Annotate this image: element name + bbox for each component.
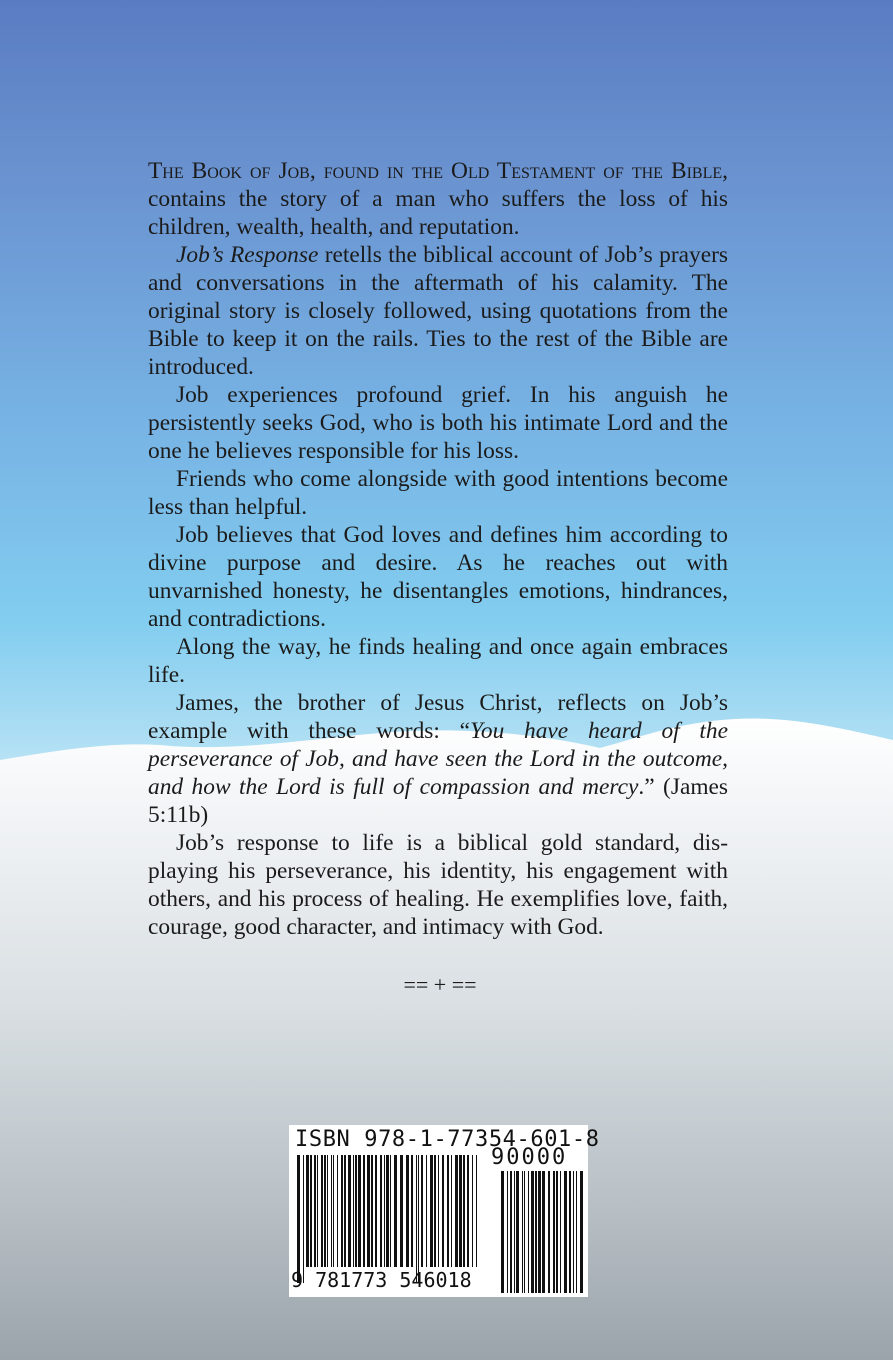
bible-quote: You have heard of the perseverance of Job, and have seen the Lord in the outcome, and how the Lord is full of compassion and mercy: [148, 718, 728, 800]
isbn-barcode: [289, 1125, 600, 1297]
paragraph-5: Job believes that God loves and defines him according to divine purpose and desire. As he reaches out with unvarnished honesty, he disentangles emotions, hindrances, and contradictions.: [148, 522, 728, 632]
barcode-bar: [556, 1171, 558, 1293]
barcode-bar: [514, 1171, 515, 1293]
barcode-bar: [573, 1171, 574, 1293]
barcode-bar: [367, 1155, 370, 1267]
barcode-bar: [438, 1155, 439, 1267]
barcode-bar: [384, 1155, 385, 1267]
barcode-bar: [337, 1155, 338, 1267]
barcode-bar: [406, 1155, 409, 1267]
barcode-bar: [363, 1155, 365, 1267]
barcode-bar: [348, 1155, 351, 1267]
barcode-bar: [386, 1155, 389, 1267]
paragraph-2-text: retells the biblical account of Job’s prayers and conversations in the aftermath of his calamity. The original story is closely followed, using quotations from the Bible to keep it on the rails. Ties to the rest of the Bible are introduced.: [148, 242, 728, 380]
barcode-bar: [390, 1155, 391, 1267]
barcode-bar: [324, 1155, 326, 1267]
barcode-bar: [297, 1155, 300, 1283]
barcode-bar: [531, 1171, 534, 1293]
barcode-bar: [341, 1155, 343, 1267]
paragraph-1-text: , contains the story of a man who suffers the loss of his children, wealth, health, and reputation.: [148, 158, 728, 240]
paragraph-7-text-before: James, the brother of Jesus Christ, reflects on Job’s example with these words: “: [148, 690, 728, 744]
barcode-bar: [516, 1171, 519, 1293]
barcode-bar: [580, 1171, 583, 1293]
barcode-bar: [451, 1155, 452, 1267]
barcode-bar: [353, 1155, 354, 1267]
barcode-bar: [553, 1171, 555, 1293]
barcode-bar: [576, 1171, 577, 1293]
book-of-job-heading: The Book of Job, found in the Old Testament of the Bible: [148, 158, 723, 184]
barcode-bar: [447, 1155, 449, 1267]
barcode-bar: [463, 1155, 465, 1267]
paragraph-2: [148, 241, 728, 381]
barcode-bar: [507, 1171, 508, 1293]
barcode-bar: [501, 1171, 504, 1293]
barcode-bar: [560, 1171, 561, 1293]
barcode-bar: [421, 1155, 423, 1267]
barcode-bar: [371, 1155, 373, 1267]
barcode-bar: [327, 1155, 328, 1267]
barcode-bar: [358, 1155, 361, 1267]
isbn-label: ISBN 978-1-77354-601-8: [295, 1127, 600, 1152]
barcode-bar: [442, 1155, 444, 1267]
barcode-bar: [380, 1155, 382, 1267]
barcode-bar: [331, 1155, 332, 1267]
barcode-bar: [569, 1171, 571, 1293]
price-addon-bars: [499, 1171, 585, 1295]
paragraph-3: Job experiences profound grief. In his anguish he persistently seeks God, who is both his intimate Lord and the one he believes responsible for his loss.: [148, 382, 728, 464]
barcode-bar: [416, 1155, 417, 1283]
barcode-bar: [472, 1155, 473, 1267]
paragraph-1: [148, 157, 728, 241]
barcode-bar: [535, 1171, 537, 1293]
barcode-bar: [510, 1171, 512, 1293]
barcode-bar: [344, 1155, 346, 1267]
barcode-bar: [542, 1171, 545, 1293]
barcode-bar: [426, 1155, 427, 1267]
barcode-bar: [303, 1155, 304, 1283]
barcode-bar: [314, 1155, 316, 1267]
ean-digits: 9 781773 546018: [291, 1268, 472, 1292]
price-code: 90000: [491, 1145, 568, 1170]
paragraph-8: Job’s response to life is a biblical gold standard, displaying his perseverance, his identity, his engagement with others, and his process of healing. He exemplifies love, faith, courage, good character, and intimacy with God.: [148, 830, 728, 940]
barcode-bar: [375, 1155, 377, 1267]
barcode-bar: [355, 1155, 357, 1267]
barcode-bar: [430, 1155, 433, 1267]
barcode-bar: [400, 1155, 403, 1267]
barcode-bar: [564, 1171, 567, 1293]
barcode-bar: [528, 1171, 529, 1293]
barcode-bar: [310, 1155, 312, 1267]
paragraph-4: Friends who come alongside with good intentions become less than helpful.: [148, 466, 728, 520]
barcode-bar: [321, 1155, 323, 1267]
barcode-bar: [459, 1155, 462, 1267]
barcode-bar: [333, 1155, 334, 1267]
paragraph-7: [148, 689, 728, 829]
book-title-italic: Job’s Response: [176, 242, 319, 268]
barcode-bar: [476, 1155, 477, 1267]
cover-description: [148, 157, 728, 941]
barcode-bar: [522, 1171, 523, 1293]
barcode-bar: [455, 1155, 458, 1267]
barcode-bar: [306, 1155, 309, 1267]
quote-citation: .” (James 5:11b): [148, 774, 728, 828]
paragraph-6: Along the way, he finds healing and once again embraces life.: [148, 634, 728, 688]
barcode-bar: [411, 1155, 413, 1267]
barcode-bar: [434, 1155, 436, 1267]
barcode-bar: [548, 1171, 550, 1293]
barcode-bar: [317, 1155, 318, 1267]
barcode-bar: [394, 1155, 397, 1267]
barcode-bar: [467, 1155, 469, 1267]
barcode-bar: [418, 1155, 419, 1283]
section-separator: == + ==: [403, 972, 477, 997]
barcode-bar: [538, 1171, 541, 1293]
barcode-bar: [524, 1171, 525, 1293]
